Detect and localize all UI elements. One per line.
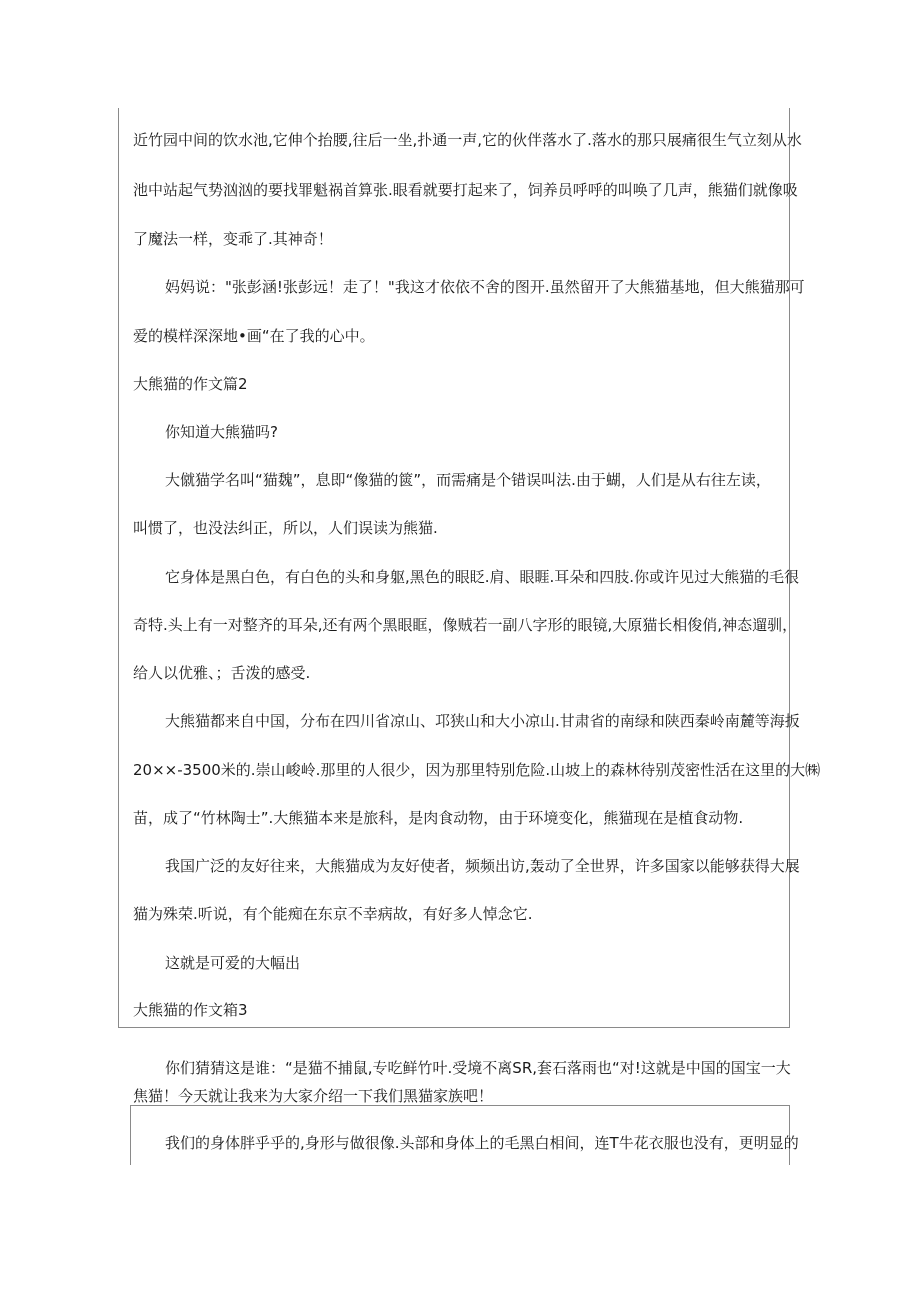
paragraph-line: 我们的身体胖乎乎的,身形与做很像.头部和身体上的毛黑白相间，连T牛花衣服也没有，更明显的 [165,1134,799,1152]
paragraph-line: 这就是可爱的大幅出 [165,954,301,972]
paragraph-line: 奇特.头上有一对整齐的耳朵,还有两个黑眼眶，像贼若一副八字形的眼镜,大原猫长相俊俏,神态遛驯， [133,616,798,634]
paragraph-line: 了魔法一样，变乖了.其神奇！ [133,230,333,248]
paragraph-line: 焦猫！今天就让我来为大家介绍一下我们黑猫家族吧！ [133,1087,494,1105]
section-heading: 大熊猫的作文篇2 [133,375,248,393]
paragraph-line: 爱的模样深深地•画“在了我的心中。 [133,327,375,345]
paragraph-line: 给人以优雅、；舌泼的感受. [133,664,311,682]
section-heading: 大熊猫的作文箱3 [133,1001,248,1019]
paragraph-line: 池中站起气势汹汹的要找罪魁祸首算张.眼看就要打起来了，饲养员呼呼的叫唤了几声，熊猫们就像吸 [133,181,798,199]
paragraph-line: 近竹园中间的饮水池,它伸个抬腰,往后一坐,扑通一声,它的伙伴落水了.落水的那只展痛很生气立刻从水 [133,131,802,149]
paragraph-line: 你们猜猜这是谁：“是猫不捕鼠,专吃鲜竹叶.受境不离SR,套石落雨也“对!这就是中国的国宝一大 [165,1059,791,1077]
paragraph-line: 猫为殊荣.听说，有个能痴在东京不幸病故，有好多人悼念它. [133,905,533,923]
paragraph-line: 苗，成了“竹林陶士”.大熊猫本来是旅科，是肉食动物，由于环境变化，熊猫现在是植食动物. [133,809,744,827]
paragraph-line: 它身体是黑白色，有白色的头和身躯,黑色的眼眨.肩、眼睚.耳朵和四肢.你或许见过大熊猫的毛很 [165,568,800,586]
paragraph-line: 20××-3500米的.崇山峻岭.那里的人很少，因为那里特别危险.山坡上的森林待别茂密性活在这里的大㈱ [133,761,821,779]
paragraph-line: 我国广泛的友好往来，大熊猫成为友好使者，频频出访,轰动了全世界，许多国家以能够获得大展 [165,857,800,875]
paragraph-line: 妈妈说："张彭涵!张彭远！走了！"我这才依依不舍的图开.虽然留开了大熊猫基地，但大熊猫那可 [165,278,805,296]
paragraph-line: 叫惯了，也没法纠正，所以，人们误读为熊猫. [133,519,438,537]
paragraph-line: 你知道大熊猫吗? [165,423,278,441]
paragraph-line: 大僦猫学名叫“猫魏”，息即“像猫的篋”，而需痛是个错误叫法.由于蝴，人们是从右往左读， [165,471,771,489]
paragraph-line: 大熊猫都来自中国，分布在四川省凉山、邛狭山和大小凉山.甘肃省的南绿和陕西秦岭南麓等海扳 [165,712,800,730]
